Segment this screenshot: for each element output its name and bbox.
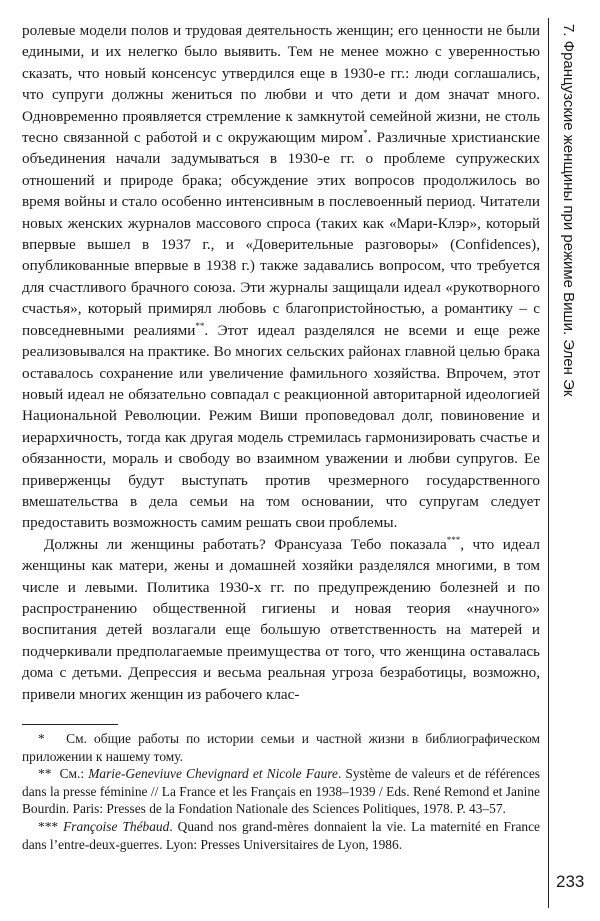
footnote-2-text-a: См.: — [59, 766, 89, 782]
paragraph-1-part-2: . Различные христианские объединения начали задумываться в 1930-е гг. о проблеме супружеских отношений и природе брака; обсуждение этих вопросов продолжилось во время войны и стало особенно интенсивным в послевоенный период. Читатели новых женских журналов массового спроса (таких как «Мари-Клэр», который впервые вышел в 1937 г., и «Доверительные разговоры» (Confidences), опубликованные впервые в 1938 г.) также задавались вопросом, что требуется для счастливого брачного союза. Эти журналы защищали идеал «рукотворного счастья», который примирял любовь с благопристойностью, а романтику – с повседневными реалиями — [22, 129, 540, 339]
paragraph-2-part-1: Должны ли женщины работать? Франсуаза Тебо показала — [44, 535, 447, 553]
paragraph-1-part-1: ролевые модели полов и трудовая деятельность женщин; его ценности не были едиными, и их нелегко было выявить. Тем не менее можно с уверенностью сказать, что новый консенсус утвердился еще в 1930-е гг.: люди соглашались, что супруги должны жениться по любви и что дети и дом значат много. Одновременно проявляется стремление к замкнутой семейной жизни, не столь тесно связанной с работой и с окружающим миром — [22, 22, 540, 147]
footnote-ref-2: ** — [195, 320, 205, 331]
footnote-1-text: См. общие работы по истории семьи и частной жизни в библиографическом приложении к нашему тому. — [22, 731, 541, 764]
footnote-ref-1: * — [363, 127, 368, 138]
paragraph-2 — [22, 534, 540, 705]
footnote-2-authors: Marie-Geneviuve Chevignard et Nicole Faure — [88, 766, 338, 782]
footnote-3 — [22, 818, 540, 853]
footnote-2-marker: ** — [38, 766, 52, 782]
paragraph-1 — [22, 20, 540, 534]
page-number: 233 — [556, 872, 585, 891]
footnote-2-text-b: . Système de valeurs et de références dans la presse féminine // La France et les Français en 1938–1939 / Eds. René Remond et Janine Bourdin. Paris: Presses de la Fondation Nationale des Sciences Politiques, 1978. P. 43–57. — [22, 766, 540, 817]
paragraph-2-part-2: , что идеал женщины как матери, жены и домашней хозяйки разделялся многими, в том числе и левыми. Политика 1930-х гг. по предупреждению болезней и по распространению общественной гигиены и новая теория «научного» воспитания детей возлагали еще большую ответственность на матерей и подчеркивали предполагаемые преимущества от того, что женщина оставалась дома с детьми. Депрессия и весьма реальная угроза безработицы, возможно, привели многих женщин из рабочего клас- — [22, 535, 540, 703]
footnote-ref-3: *** — [446, 534, 461, 545]
footnote-3-author: Françoise Thébaud — [63, 818, 170, 834]
footnote-1 — [22, 730, 540, 765]
footnote-divider — [22, 724, 118, 725]
footnote-2 — [22, 765, 540, 818]
footnotes — [22, 730, 540, 853]
footnote-1-marker: * — [38, 731, 45, 746]
margin-rule — [548, 18, 549, 908]
main-text — [22, 20, 540, 705]
footnote-3-marker: *** — [38, 818, 59, 834]
running-head: 7. Французские женщины при режиме Виши. Элен Эк — [560, 24, 577, 397]
paragraph-1-part-3: . Этот идеал разделялся не всеми и еще реже реализовывался на практике. Во многих сельских районах главной целью брака оставалось сохранение или увеличение фамильного хозяйства. Впрочем, этот новый идеал не обязательно совпадал с реакционной авторитарной идеологией Национальной Революции. Режим Виши проповедовал долг, повиновение и иерархичность, тогда как другая модель стремилась гармонизировать счастье и обязанности, мораль и свободу во взаимном уважении и любви супругов. Ее приверженцы будут выступать против чрезмерного государственного вмешательства в дела семьи на том основании, что супругам следует предоставить возможность самим решать свои проблемы. — [22, 321, 540, 532]
footnote-3-text: . Quand nos grand-mères donnaient la vie. La maternité en France dans l’entre-deux-guerres. Lyon: Presses Universitaires de Lyon, 1986. — [22, 818, 540, 852]
